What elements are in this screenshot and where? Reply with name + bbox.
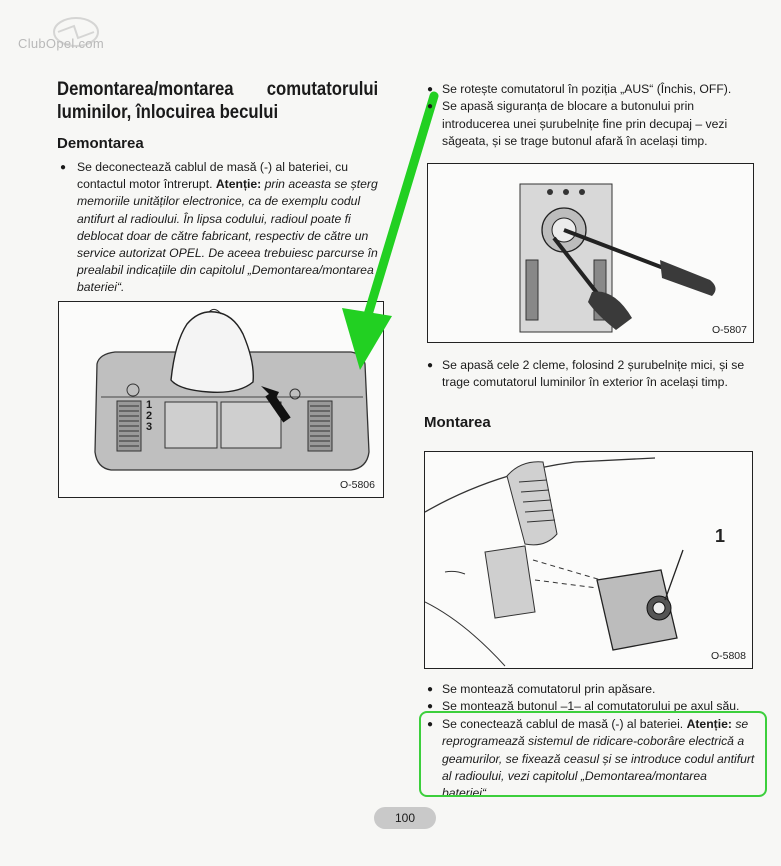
bullet-icon: ● — [427, 84, 434, 95]
page-title — [57, 78, 379, 124]
figure-label-5807: O-5807 — [711, 324, 747, 336]
screwdriver-illustration — [428, 164, 753, 342]
title-line1-a: Demontarea/montarea — [57, 79, 234, 100]
figure-label-5806: O-5806 — [339, 479, 375, 491]
bullet-icon: ● — [427, 701, 434, 713]
para-italic: prin aceasta se șterg memoriile unităților electronice, ca de exemplu codul antifurt al radioului. În lipsa codului, radioul poate fi deblocat doar de către fabricant, respectiv de către un service autorizat OPEL. De aceea trebuiesc parcurse în prealabil indicațiile din capitolul „Demontarea/montarea bateriei“. — [77, 177, 378, 295]
section-heading-demontare: Demontarea — [57, 135, 144, 152]
last-item-lead: Se conectează cablul de masă (-) al bateriei. — [442, 716, 684, 731]
figure-screwdriver-release — [427, 163, 754, 343]
switch-digit-3: 3 — [146, 421, 153, 433]
right-top-list — [427, 81, 757, 151]
list-item-text: Se rotește comutatorul în poziția „AUS“ (Închis, OFF). — [442, 82, 732, 96]
watermark-text: ClubOpel.com — [18, 36, 104, 51]
figure-label-5808: O-5808 — [710, 650, 746, 662]
list-item — [427, 357, 757, 392]
installation-illustration — [425, 452, 752, 668]
list-item-text: Se apasă cele 2 cleme, folosind 2 șurubelnițe mici, și se trage comutatorul luminilor în exterior în același timp. — [442, 358, 745, 390]
section-heading-montare: Montarea — [424, 414, 491, 431]
switch-digit-2: 2 — [146, 410, 153, 422]
list-item — [427, 681, 757, 698]
list-item — [427, 98, 757, 150]
switch-digit-1: 1 — [146, 399, 153, 411]
attention-label: Atenție: — [215, 177, 262, 192]
list-item-text: Se apasă siguranța de blocare a butonului prin introducerea unei șurubelnițe fine prin decupaj – vezi săgeata, și se trage butonul afară în același timp. — [442, 99, 728, 149]
bullet-icon: ● — [427, 101, 434, 113]
list-item-text: Se montează comutatorul prin apăsare. — [442, 682, 656, 696]
bullet-icon: ● — [60, 162, 67, 173]
bullet-icon: ● — [427, 718, 434, 730]
title-line2: luminilor, înlocuirea becului — [57, 102, 279, 123]
bullet-icon: ● — [427, 360, 434, 371]
callout-number-1: 1 — [715, 526, 726, 546]
list-item-text: Se montează butonul –1– al comutatorului pe axul său. — [442, 699, 740, 714]
bullet-icon: ● — [427, 684, 434, 695]
para-lead: Se deconectează cablul de masă (-) al bateriei, cu contactul motor întrerupt. — [77, 160, 348, 192]
switch-position-digits — [146, 400, 152, 433]
list-item — [427, 81, 757, 98]
last-item-italic: se reprogramează sistemul de ridicare-coborâre electrică a geamurilor, se fixează ceasul și se introduce codul antifurt al radioului, vezi capitolul „Demontarea/montarea bateriei“. — [442, 716, 755, 801]
attention-label: Atenție: — [686, 716, 732, 731]
figure-switch-installation — [424, 451, 753, 669]
title-line1-b: comutatorului — [266, 79, 379, 100]
green-highlight-box — [419, 711, 767, 797]
right-mid-list — [427, 357, 757, 392]
page-number: 100 — [374, 807, 436, 829]
